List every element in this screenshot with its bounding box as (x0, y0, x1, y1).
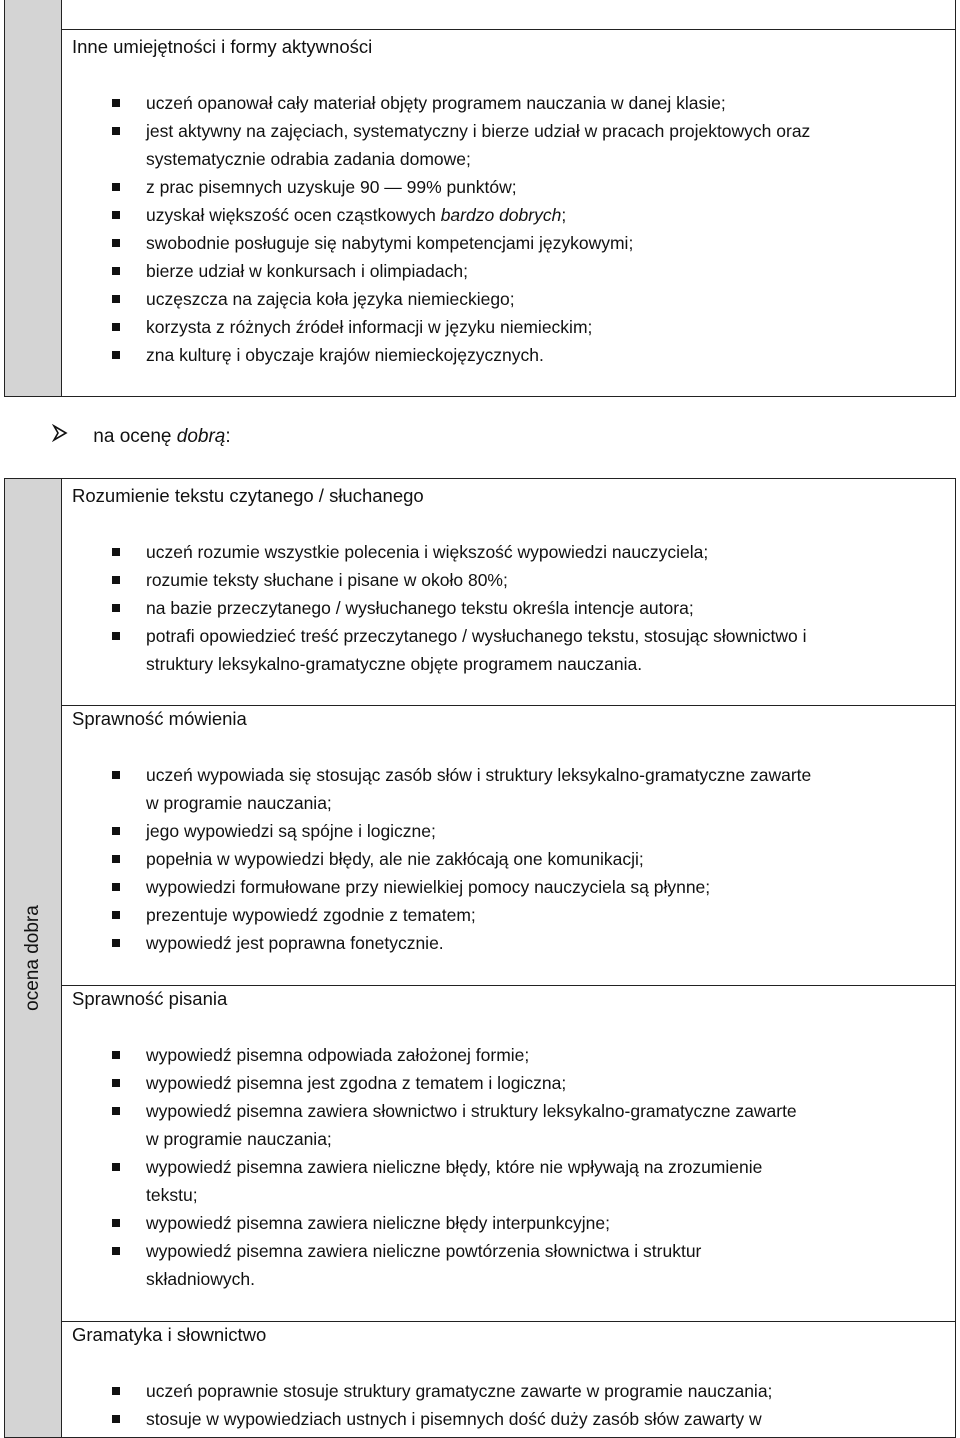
bullet-square-icon (112, 99, 120, 107)
list-item: uczeń wypowiada się stosując zasób słów i struktury leksykalno-gramatyczne zawarte (62, 761, 955, 789)
bullet-square-icon (112, 323, 120, 331)
grade-good-content (62, 479, 955, 1437)
list-item: uczeń poprawnie stosuje struktury gramatyczne zawarte w programie nauczania; (62, 1377, 955, 1405)
list-item: uczeń opanował cały materiał objęty programem nauczania w danej klasie; (62, 89, 955, 117)
bullet-square-icon (112, 883, 120, 891)
list-item-text-with-italic: uzyskał większość ocen cząstkowych bardzo dobrych; (146, 205, 567, 225)
list-item-continuation: w programie nauczania; (146, 793, 332, 813)
bullet-square-icon (112, 351, 120, 359)
list-item: uczeń rozumie wszystkie polecenia i większość wypowiedzi nauczyciela; (62, 538, 955, 566)
bullet-square-icon (112, 576, 120, 584)
list-item: korzysta z różnych źródeł informacji w języku niemieckim; (62, 313, 955, 341)
bullet-square-icon (112, 1387, 120, 1395)
reading-section (62, 479, 955, 705)
speaking-list (62, 761, 955, 957)
writing-section (62, 985, 955, 1322)
list-item: wypowiedzi formułowane przy niewielkiej pomocy nauczyciela są płynne; (62, 873, 955, 901)
list-item (62, 201, 955, 229)
bullet-square-icon (112, 855, 120, 863)
heading-text: na ocenę dobrą: (93, 426, 231, 447)
section-title: Rozumienie tekstu czytanego / słuchanego (72, 485, 424, 506)
section-title: Sprawność mówienia (72, 708, 247, 729)
grade-good-table (4, 478, 956, 1438)
other-skills-list (62, 89, 955, 369)
section-title: Gramatyka i słownictwo (72, 1324, 267, 1345)
bullet-square-icon (112, 548, 120, 556)
bullet-square-icon (112, 127, 120, 135)
list-item: wypowiedź pisemna zawiera nieliczne błędy interpunkcyjne; (62, 1209, 955, 1237)
list-item: swobodnie posługuje się nabytymi kompetencjami językowymi; (62, 229, 955, 257)
list-item: wypowiedź pisemna jest zgodna z tematem i logiczna; (62, 1069, 955, 1097)
list-item: bierze udział w konkursach i olimpiadach; (62, 257, 955, 285)
bullet-square-icon (112, 211, 120, 219)
grade-heading (52, 424, 231, 448)
bullet-square-icon (112, 1163, 120, 1171)
section-title: Inne umiejętności i formy aktywności (72, 36, 373, 57)
bullet-square-icon (112, 1107, 120, 1115)
list-item: wypowiedź pisemna zawiera nieliczne powtórzenia słownictwa i struktur (62, 1237, 955, 1265)
bullet-square-icon (112, 771, 120, 779)
list-item-continuation: składniowych. (146, 1269, 255, 1289)
list-item-continuation: systematycznie odrabia zadania domowe; (146, 149, 471, 169)
list-item: jego wypowiedzi są spójne i logiczne; (62, 817, 955, 845)
grade-side-column (5, 479, 62, 1437)
grade-side-column (5, 0, 62, 396)
bullet-square-icon (112, 939, 120, 947)
reading-list (62, 538, 955, 678)
list-item: wypowiedź jest poprawna fonetycznie. (62, 929, 955, 957)
section-title: Sprawność pisania (72, 988, 228, 1009)
bullet-square-icon (112, 1051, 120, 1059)
list-item: zna kulturę i obyczaje krajów niemieckojęzycznych. (62, 341, 955, 369)
list-item: popełnia w wypowiedzi błędy, ale nie zakłócają one komunikacji; (62, 845, 955, 873)
bullet-square-icon (112, 295, 120, 303)
bullet-square-icon (112, 632, 120, 640)
list-item: na bazie przeczytanego / wysłuchanego tekstu określa intencje autora; (62, 594, 955, 622)
list-item: jest aktywny na zajęciach, systematyczny i bierze udział w pracach projektowych oraz (62, 117, 955, 145)
bullet-square-icon (112, 183, 120, 191)
list-item: z prac pisemnych uzyskuje 90 — 99% punktów; (62, 173, 955, 201)
skills-table (4, 0, 956, 397)
bullet-square-icon (112, 827, 120, 835)
speaking-section (62, 705, 955, 986)
grade-side-label: ocena dobra (22, 905, 43, 1011)
list-item: wypowiedź pisemna odpowiada założonej formie; (62, 1041, 955, 1069)
list-item: potrafi opowiedzieć treść przeczytanego / wysłuchanego tekstu, stosując słownictwo i (62, 622, 955, 650)
skills-content (62, 0, 955, 396)
writing-list (62, 1041, 955, 1293)
list-item-continuation: struktury leksykalno-gramatyczne objęte programem nauczania. (146, 654, 643, 674)
bullet-square-icon (112, 267, 120, 275)
bullet-square-icon (112, 1415, 120, 1423)
skills-top-strip (62, 0, 955, 29)
list-item: stosuje w wypowiedziach ustnych i pisemnych dość duży zasób słów zawarty w (62, 1405, 955, 1433)
bullet-square-icon (112, 604, 120, 612)
grammar-list (62, 1377, 955, 1433)
list-item: wypowiedź pisemna zawiera słownictwo i struktury leksykalno-gramatyczne zawarte (62, 1097, 955, 1125)
list-item: prezentuje wypowiedź zgodnie z tematem; (62, 901, 955, 929)
bullet-square-icon (112, 1219, 120, 1227)
bullet-square-icon (112, 911, 120, 919)
bullet-square-icon (112, 1247, 120, 1255)
list-item: uczęszcza na zajęcia koła języka niemieckiego; (62, 285, 955, 313)
list-item-continuation: w programie nauczania; (146, 1129, 332, 1149)
other-skills-section (62, 29, 955, 396)
list-item: wypowiedź pisemna zawiera nieliczne błędy, które nie wpływają na zrozumienie (62, 1153, 955, 1181)
list-item-continuation: tekstu; (146, 1185, 198, 1205)
bullet-square-icon (112, 1079, 120, 1087)
list-item: rozumie teksty słuchane i pisane w około 80%; (62, 566, 955, 594)
grammar-section (62, 1321, 955, 1437)
arrow-bullet-icon (52, 424, 74, 447)
bullet-square-icon (112, 239, 120, 247)
